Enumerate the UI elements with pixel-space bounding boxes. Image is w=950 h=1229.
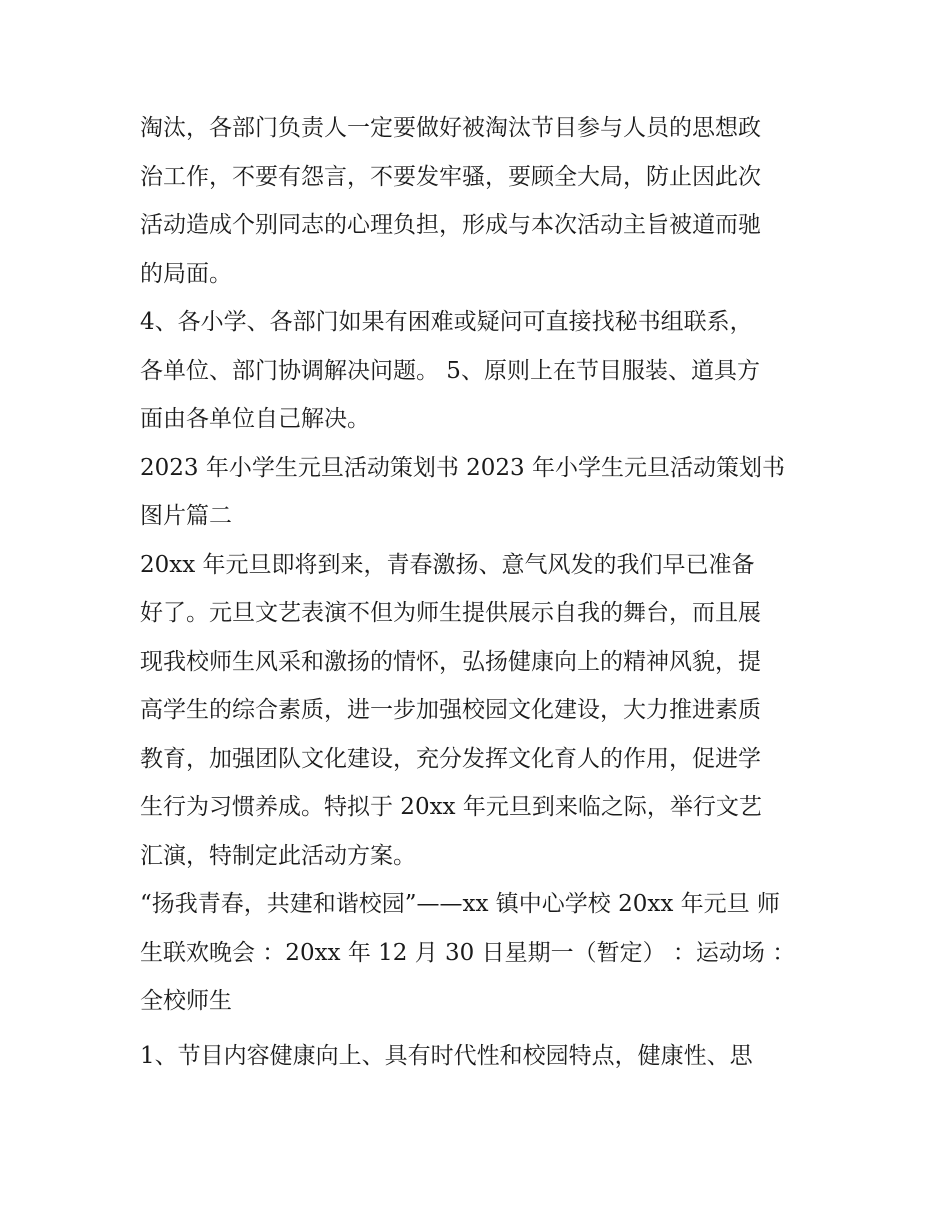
- text-line: 2023 年小学生元旦活动策划书 2023 年小学生元旦活动策划书: [140, 454, 785, 481]
- text-line: 1、节目内容健康向上、具有时代性和校园特点，健康性、思: [140, 1042, 753, 1069]
- text-line: 现我校师生风采和激扬的情怀，弘扬健康向上的精神风貌，提: [140, 648, 761, 675]
- text-line: 生联欢晚会 ：20xx 年 12 月 30 日星期一（暂定） ：运动场 ：: [140, 939, 796, 966]
- text-line: 好了。元旦文艺表演不但为师生提供展示自我的舞台，而且展: [140, 600, 761, 626]
- text-line: 面由各单位自己解决。: [140, 406, 370, 432]
- text-line: 全校师生: [140, 988, 232, 1014]
- text-line: “扬我青春，共建和谐校园”——xx 镇中心学校 20xx 年元旦 师: [140, 891, 780, 917]
- text-line: 高学生的综合素质，进一步加强校园文化建设，大力推进素质: [140, 697, 761, 723]
- text-line: 生行为习惯养成。特拟于 20xx 年元旦到来临之际，举行文艺: [140, 794, 762, 820]
- text-line: 活动造成个别同志的心理负担，形成与本次活动主旨被道而驰: [140, 212, 761, 238]
- text-line: 汇演，特制定此活动方案。: [140, 842, 416, 869]
- text-line: 图片篇二: [140, 503, 232, 529]
- text-line: 20xx 年元旦即将到来，青春激扬、意气风发的我们早已准备: [140, 551, 755, 578]
- text-line: 的局面。: [140, 260, 232, 287]
- text-line: 治工作，不要有怨言，不要发牢骚，要顾全大局，防止因此次: [140, 163, 761, 190]
- text-line: 淘汰，各部门负责人一定要做好被淘汰节目参与人员的思想政: [140, 115, 761, 141]
- text-line: 4、各小学、各部门如果有困难或疑问可直接找秘书组联系，: [140, 309, 753, 335]
- text-line: 教育，加强团队文化建设，充分发挥文化育人的作用，促进学: [140, 745, 761, 772]
- text-line: 各单位、部门协调解决问题。 5、原则上在节目服装、道具方: [140, 357, 760, 384]
- document-body: [140, 104, 820, 1080]
